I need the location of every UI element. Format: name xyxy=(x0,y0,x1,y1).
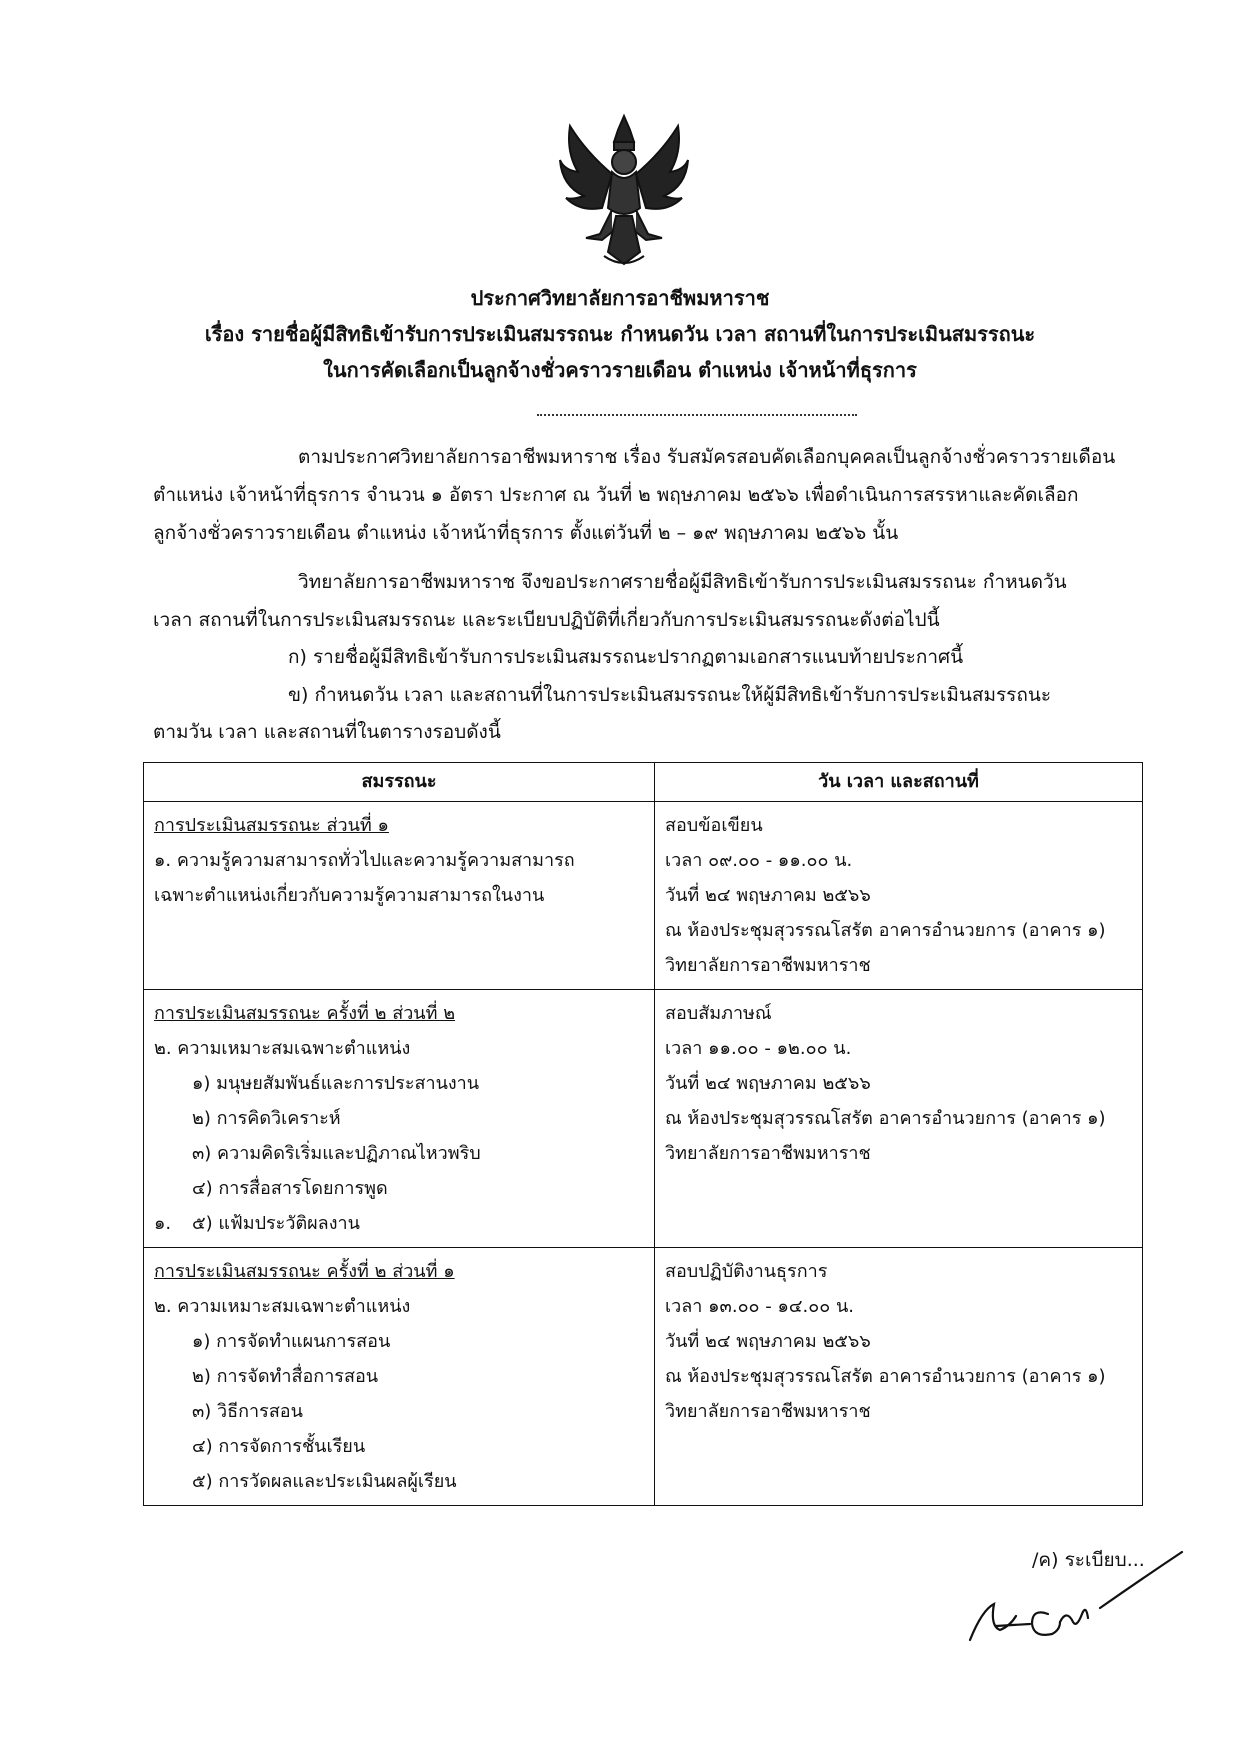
exam-time: เวลา ๑๓.๐๐ - ๑๔.๐๐ น. xyxy=(665,1296,854,1317)
list-item: ๕) การวัดผลและประเมินผลผู้เรียน xyxy=(192,1471,457,1492)
list-item: ๓) วิธีการสอน xyxy=(192,1401,303,1422)
exam-date: วันที่ ๒๔ พฤษภาคม ๒๕๖๖ xyxy=(665,1073,871,1094)
header-datetime-place: วัน เวลา และสถานที่ xyxy=(655,763,1143,802)
list-item: ๑. ๕) แฟ้มประวัติผลงาน xyxy=(154,1206,644,1241)
schedule-cell xyxy=(655,1248,1143,1506)
stray-mark: ๑. xyxy=(154,1213,172,1234)
exam-time: เวลา ๑๑.๐๐ - ๑๒.๐๐ น. xyxy=(665,1038,852,1059)
paragraph-1-line-3: ลูกจ้างชั่วคราวรายเดือน ตำแหน่ง เจ้าหน้าที่ธุรการ ตั้งแต่วันที่ ๒ – ๑๙ พฤษภาคม ๒๕๖๖ นั้น xyxy=(153,522,899,544)
paragraph-1-line-2: ตำแหน่ง เจ้าหน้าที่ธุรการ จำนวน ๑ อัตรา ประกาศ ณ วันที่ ๒ พฤษภาคม ๒๕๖๖ เพื่อดำเนินการสรรหาและคัดเลือก xyxy=(153,484,1079,506)
table-header-row xyxy=(144,763,1143,802)
list-item: เฉพาะตำแหน่งเกี่ยวกับความรู้ความสามารถในงาน xyxy=(154,885,545,906)
exam-place: ณ ห้องประชุมสุวรรณโสรัต อาคารอำนวยการ (อาคาร ๑) xyxy=(665,1366,1106,1387)
subject-line-1: เรื่อง รายชื่อผู้มีสิทธิเข้ารับการประเมินสมรรถนะ กำหนดวัน เวลา สถานที่ในการประเมินสมรรถนะ xyxy=(204,322,1036,346)
exam-date: วันที่ ๒๔ พฤษภาคม ๒๕๖๖ xyxy=(665,1331,871,1352)
item-b-line-1: ข) กำหนดวัน เวลา และสถานที่ในการประเมินสมรรถนะให้ผู้มีสิทธิเข้ารับการประเมินสมรรถนะ xyxy=(288,684,1052,706)
exam-type: สอบสัมภาษณ์ xyxy=(665,1003,772,1024)
paragraph-2-line-2: เวลา สถานที่ในการประเมินสมรรถนะ และระเบียบปฏิบัติที่เกี่ยวกับการประเมินสมรรถนะดังต่อไปนี้ xyxy=(153,609,940,631)
header-competency: สมรรถนะ xyxy=(144,763,655,802)
section-title: การประเมินสมรรถนะ ครั้งที่ ๒ ส่วนที่ ๒ xyxy=(154,1003,456,1024)
table-row xyxy=(144,990,1143,1248)
continuation-note: /ค) ระเบียบ... xyxy=(1032,1549,1145,1571)
exam-place: ณ ห้องประชุมสุวรรณโสรัต อาคารอำนวยการ (อาคาร ๑) xyxy=(665,1108,1106,1129)
exam-institution: วิทยาลัยการอาชีพมหาราช xyxy=(665,1143,871,1164)
competency-cell xyxy=(144,802,655,990)
table-row xyxy=(144,1248,1143,1506)
exam-time: เวลา ๐๙.๐๐ - ๑๑.๐๐ น. xyxy=(665,850,853,871)
exam-type: สอบข้อเขียน xyxy=(665,815,763,836)
item-a: ก) รายชื่อผู้มีสิทธิเข้ารับการประเมินสมรรถนะปรากฏตามเอกสารแนบท้ายประกาศนี้ xyxy=(288,646,964,668)
list-item: ๑) มนุษยสัมพันธ์และการประสานงาน xyxy=(192,1073,480,1094)
exam-date: วันที่ ๒๔ พฤษภาคม ๒๕๖๖ xyxy=(665,885,871,906)
signature-icon xyxy=(960,1530,1190,1650)
item-b-line-2: ตามวัน เวลา และสถานที่ในตารางรอบดังนี้ xyxy=(153,721,501,743)
garuda-emblem-icon xyxy=(556,112,692,268)
announcement-title: ประกาศวิทยาลัยการอาชีพมหาราช xyxy=(470,286,770,310)
exam-type: สอบปฏิบัติงานธุรการ xyxy=(665,1261,828,1282)
table-row xyxy=(144,802,1143,990)
list-item: ๒. ความเหมาะสมเฉพาะตำแหน่ง xyxy=(154,1296,411,1317)
exam-institution: วิทยาลัยการอาชีพมหาราช xyxy=(665,1401,871,1422)
list-item: ๔) การจัดการชั้นเรียน xyxy=(192,1436,366,1457)
list-item: ๓) ความคิดริเริ่มและปฏิภาณไหวพริบ xyxy=(192,1143,481,1164)
paragraph-2-line-1: วิทยาลัยการอาชีพมหาราช จึงขอประกาศรายชื่อผู้มีสิทธิเข้ารับการประเมินสมรรถนะ กำหนดวัน xyxy=(298,571,1067,593)
section-title: การประเมินสมรรถนะ ส่วนที่ ๑ xyxy=(154,815,389,836)
schedule-table xyxy=(143,762,1143,1506)
list-item: ๒. ความเหมาะสมเฉพาะตำแหน่ง xyxy=(154,1038,411,1059)
list-item: ๔) การสื่อสารโดยการพูด xyxy=(192,1178,388,1199)
competency-cell xyxy=(144,990,655,1248)
list-item: ๒) การจัดทำสื่อการสอน xyxy=(192,1366,379,1387)
schedule-cell xyxy=(655,802,1143,990)
list-item: ๒) การคิดวิเคราะห์ xyxy=(192,1108,341,1129)
list-item: ๑) การจัดทำแผนการสอน xyxy=(192,1331,391,1352)
exam-institution: วิทยาลัยการอาชีพมหาราช xyxy=(665,955,871,976)
exam-place: ณ ห้องประชุมสุวรรณโสรัต อาคารอำนวยการ (อาคาร ๑) xyxy=(665,920,1106,941)
section-title: การประเมินสมรรถนะ ครั้งที่ ๒ ส่วนที่ ๑ xyxy=(154,1261,455,1282)
schedule-cell xyxy=(655,990,1143,1248)
subject-line-2: ในการคัดเลือกเป็นลูกจ้างชั่วคราวรายเดือน ตำแหน่ง เจ้าหน้าที่ธุรการ xyxy=(323,358,917,382)
competency-cell xyxy=(144,1248,655,1506)
list-item: ๑. ความรู้ความสามารถทั่วไปและความรู้ความสามารถ xyxy=(154,850,575,871)
dotted-divider xyxy=(537,414,857,416)
paragraph-1-line-1: ตามประกาศวิทยาลัยการอาชีพมหาราช เรื่อง รับสมัครสอบคัดเลือกบุคคลเป็นลูกจ้างชั่วคราวรายเดือน xyxy=(298,446,1116,468)
